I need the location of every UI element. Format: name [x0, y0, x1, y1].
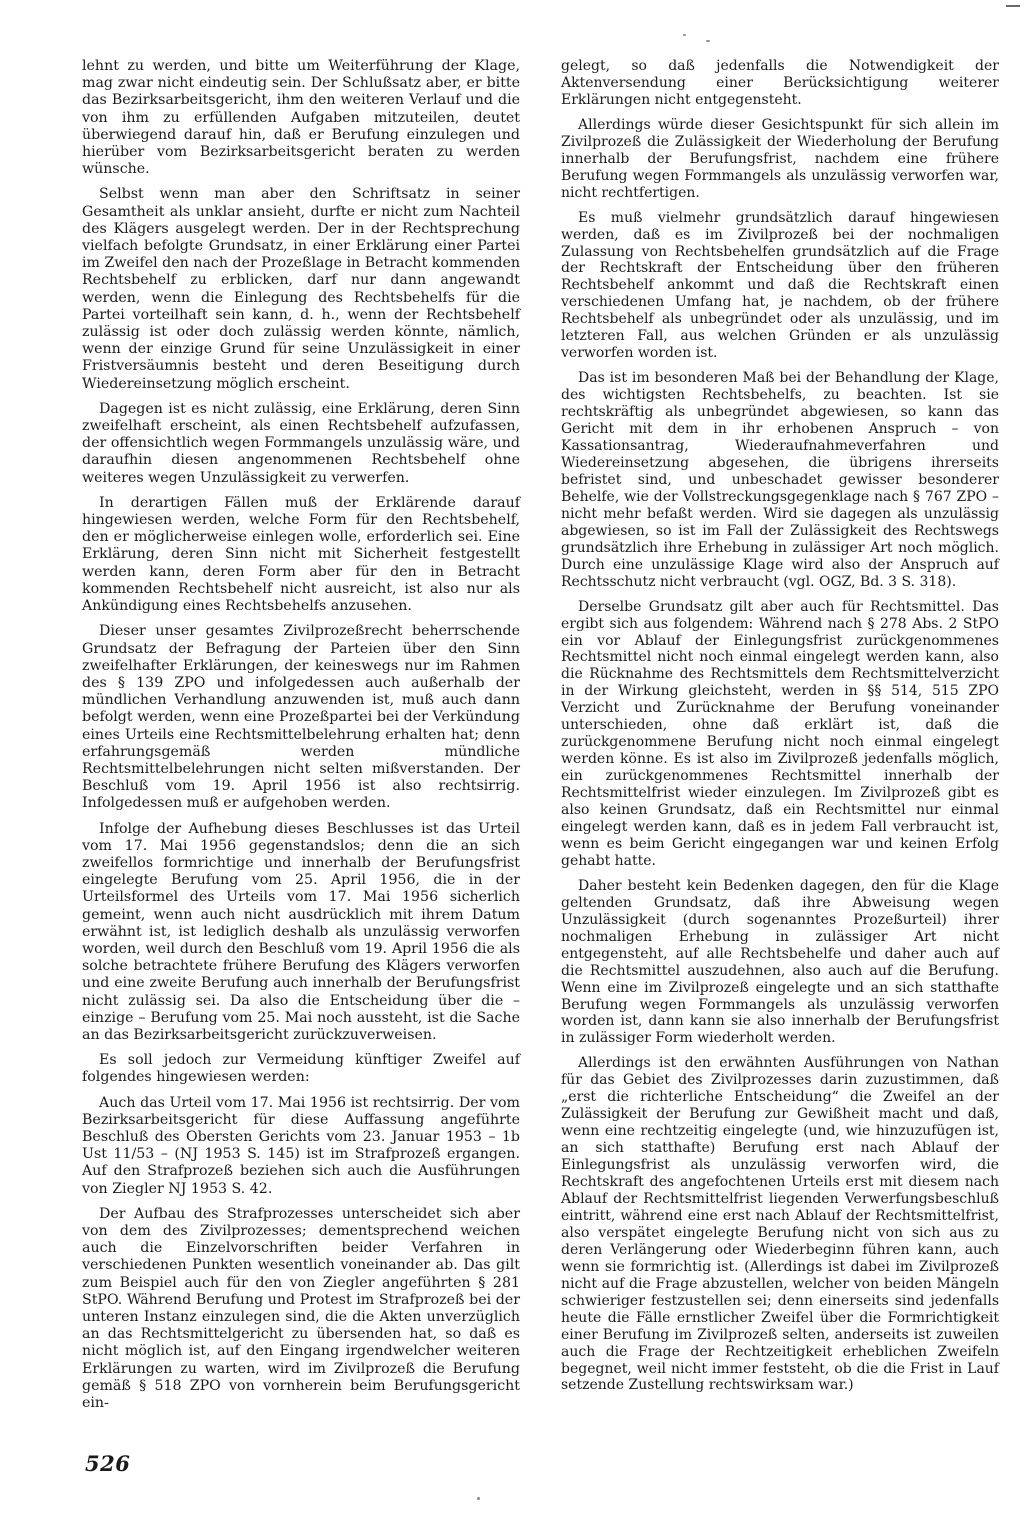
scan-mark — [1006, 5, 1020, 7]
paragraph: Dagegen ist es nicht zulässig, eine Erklärung, deren Sinn zweifelhaft erscheint, als einen Rechtsbehelf aufzufassen, der offensichtlich wegen Formmangels unzulässig wäre, und daraufhin diesen angenommenen Rechtsbehelf ohne weiteres wegen Unzulässigkeit zu verwerfen. — [82, 400, 520, 486]
paragraph: In derartigen Fällen muß der Erklärende darauf hingewiesen werden, welche Form für den Rechtsbehelf, den er möglicherweise einlegen wolle, erforderlich sei. Eine Erklärung, deren Sinn nicht mit Sicherheit festgestellt werden kann, deren Form aber für den in Betracht kommenden Rechtsbehelf nicht ausreicht, ist also nur als Ankündigung eines Rechtsbehelfs anzusehen. — [82, 494, 520, 615]
page-number: 526 — [85, 1451, 131, 1476]
paragraph: Es muß vielmehr grundsätzlich darauf hingewiesen werden, daß es im Zivilprozeß bei der nochmaligen Zulassung von Rechtsbehelfen grundsätzlich auf die Frage der Rechtskraft der Entscheidung über den früheren Rechtsbehelf ankommt und daß die Rechtskraft einen verschiedenen Umfang hat, je nachdem, ob der frühere Rechtsbehelf als unbegründet oder als unzulässig, und im letzteren Fall, aus welchen Gründen er als unzulässig verworfen worden ist. — [561, 209, 999, 362]
right-column — [561, 58, 999, 1402]
paragraph: lehnt zu werden, und bitte um Weiterführung der Klage, mag zwar nicht eindeutig sein. Der Schlußsatz aber, er bitte das Bezirksarbeitsgericht, ihm den weiteren Verlauf und die von ihm zu erfüllenden Aufgaben mitzuteilen, deutet überwiegend darauf hin, daß er Berufung einzulegen und hierüber vom Bezirksarbeitsgericht beraten zu werden wünsche. — [82, 58, 520, 178]
paragraph: Dieser unser gesamtes Zivilprozeßrecht beherrschende Grundsatz der Befragung der Parteien über den Sinn zweifelhafter Erklärungen, der keineswegs nur im Rahmen des § 139 ZPO und infolgedessen auch außerhalb der mündlichen Verhandlung anzuwenden ist, muß auch dann befolgt werden, wenn eine Prozeßpartei bei der Verkündung eines Urteils eine Rechtsmittelbelehrung erhalten hat; denn erfahrungsgemäß werden mündliche Rechtsmittelbelehrungen nicht selten mißverstanden. Der Beschluß vom 19. April 1956 ist also rechtsirrig. Infolgedessen muß er aufgehoben werden. — [82, 623, 520, 812]
scan-speck — [477, 1497, 480, 1500]
left-column — [82, 58, 520, 1420]
paragraph: Der Aufbau des Strafprozesses unterscheidet sich aber von dem des Zivilprozesses; dementsprechend weichen auch die Einzelvorschriften beider Verfahren in verschiedenen Punkten wesentlich voneinander ab. Das gilt zum Beispiel auch für den von Ziegler angeführten § 281 StPO. Während Berufung und Protest im Strafprozeß bei der unteren Instanz einzulegen sind, die die Akten unverzüglich an das Rechtsmittelgericht zu übersenden hat, so daß es nicht möglich ist, auf den Eingang irgendwelcher weiteren Erklärungen zu warten, wird im Zivilprozeß die Berufung gemäß § 518 ZPO von vornherein beim Berufungsgericht ein- — [82, 1205, 520, 1412]
paragraph: Infolge der Aufhebung dieses Beschlusses ist das Urteil vom 17. Mai 1956 gegenstandslos; denn die an sich zweifellos formrichtige und innerhalb der Berufungsfrist eingelegte Berufung vom 25. April 1956, die in der Urteilsformel des Urteils vom 17. Mai 1956 sicherlich gemeint, wenn auch nicht ausdrücklich mit ihrem Datum erwähnt ist, ist lediglich deshalb als unzulässig verworfen worden, weil durch den Beschluß vom 19. April 1956 die als solche betrachtete frühere Berufung des Klägers verworfen und eine zweite Berufung auch innerhalb der Berufungsfrist nicht zulässig sei. Da also die Entscheidung über die – einzige – Berufung vom 25. Mai noch aussteht, ist die Sache an das Bezirksarbeitsgericht zurückzuverweisen. — [82, 820, 520, 1043]
scan-speck — [683, 34, 686, 36]
paragraph: Allerdings ist den erwähnten Ausführungen von Nathan für das Gebiet des Zivilprozesses darin zuzustimmen, daß „erst die richterliche Entscheidung“ die Zweifel an der Zulässigkeit der Berufung zur Gewißheit macht und daß, wenn eine rechtzeitig eingelegte (und, wie hinzuzufügen ist, an sich statthafte) Berufung erst nach Ablauf der Einlegungsfrist als unzulässig verworfen wird, die Rechtskraft des angefochtenen Urteils erst mit diesem nach Ablauf der Rechtsmittelfrist liegenden Verwerfungsbeschluß eintritt, während eine erst nach Ablauf der Rechtsmittelfrist, also verspätet eingelegte Berufung nicht von sich aus zu deren Verlängerung oder Wiederbeginn führen kann, auch wenn sie formrichtig ist. (Allerdings ist dabei im Zivilprozeß nicht auf die Frage abzustellen, welcher von beiden Mängeln schwieriger festzustellen sei; denn einerseits sind jedenfalls heute die Fälle ernstlicher Zweifel über die Formrichtigkeit einer Berufung im Zivilprozeß selten, anderseits ist zuweilen auch die Frage der Rechtzeitigkeit erheblichen Zweifeln begegnet, weil nicht immer feststeht, ob die die Frist in Lauf setzende Zustellung rechtswirksam war.) — [561, 1055, 999, 1394]
paragraph: Auch das Urteil vom 17. Mai 1956 ist rechtsirrig. Der vom Bezirksarbeitsgericht für diese Auffassung angeführte Beschluß des Obersten Gerichts vom 23. Januar 1953 – 1b Ust 11/53 – (NJ 1953 S. 145) ist im Strafprozeß ergangen. Auf den Strafprozeß beziehen sich auch die Ausführungen von Ziegler NJ 1953 S. 42. — [82, 1094, 520, 1197]
paragraph: Es soll jedoch zur Vermeidung künftiger Zweifel auf folgendes hingewiesen werden: — [82, 1052, 520, 1086]
scan-speck — [706, 40, 710, 42]
paragraph: Selbst wenn man aber den Schriftsatz in seiner Gesamtheit als unklar ansieht, durfte er nicht zum Nachteil des Klägers ausgelegt werden. Der in der Rechtsprechung vielfach befolgte Grundsatz, in einer Erklärung einer Partei im Zweifel den nach der Prozeßlage in Betracht kommenden Rechtsbehelf zu erblicken, darf nur dann angewandt werden, wenn die Einlegung des Rechtsbehelfs für die Partei vorteilhaft sein kann, d. h., wenn der Rechtsbehelf zulässig ist oder doch zulässig werden könnte, nämlich, wenn der einzige Grund für seine Unzulässigkeit in einer Fristversäumnis besteht und deren Beseitigung durch Wiedereinsetzung möglich erscheint. — [82, 186, 520, 392]
paragraph: Daher besteht kein Bedenken dagegen, den für die Klage geltenden Grundsatz, daß ihre Abweisung wegen Unzulässigkeit (durch sogenanntes Prozeßurteil) ihrer nochmaligen Erhebung in zulässiger Art nicht entgegensteht, auf alle Rechtsbehelfe und daher auch auf die Rechtsmittel auszudehnen, also auch auf die Berufung. Wenn eine im Zivilprozeß eingelegte und an sich statthafte Berufung wegen Formmangels als unzulässig verworfen worden ist, dann kann sie also innerhalb der Berufungsfrist in zulässiger Form wiederholt werden. — [561, 877, 999, 1047]
paragraph: Derselbe Grundsatz gilt aber auch für Rechtsmittel. Das ergibt sich aus folgendem: Während nach § 278 Abs. 2 StPO ein vor Ablauf der Einlegungsfrist zurückgenommenes Rechtsmittel nicht noch einmal eingelegt werden kann, also die Rücknahme des Rechtsmittels dem Rechtsmittelverzicht in der Wirkung gleichsteht, werden in §§ 514, 515 ZPO Verzicht und Zurücknahme der Berufung voneinander unterschieden, ohne daß erklärt ist, daß die zurückgenommene Berufung nicht noch einmal eingelegt werden könne. Es ist also im Zivilprozeß jedenfalls möglich, ein zurückgenommenes Rechtsmittel innerhalb der Rechtsmittelfrist wieder einzulegen. Im Zivilprozeß gibt es also keinen Grundsatz, daß ein Rechtsmittel nur einmal eingelegt werden kann, daß es in jedem Fall verbraucht ist, wenn es beim Gericht eingegangen war und keinen Erfolg gehabt hatte. — [561, 598, 999, 869]
paragraph: gelegt, so daß jedenfalls die Notwendigkeit der Aktenversendung einer Berücksichtigung weiterer Erklärungen nicht entgegensteht. — [561, 58, 999, 108]
paragraph: Das ist im besonderen Maß bei der Behandlung der Klage, des wichtigsten Rechtsbehelfs, zu beachten. Ist sie rechtskräftig als unbegründet abgewiesen, so kann das Gericht mit dem in ihr erhobenen Anspruch – von Kassationsantrag, Wiederaufnahmeverfahren und Wiedereinsetzung abgesehen, die übrigens ihrerseits befristet sind, und unbeschadet gewisser besonderer Behelfe, wie der Vollstreckungsgegenklage nach § 767 ZPO – nicht mehr befaßt werden. Wird sie dagegen als unzulässig abgewiesen, so ist im Fall der Zulässigkeit des Rechtswegs grundsätzlich ihre Erhebung in zulässiger Art noch möglich. Durch eine unzulässige Klage wird also der Anspruch auf Rechtsschutz nicht verbraucht (vgl. OGZ, Bd. 3 S. 318). — [561, 370, 999, 590]
paragraph: Allerdings würde dieser Gesichtspunkt für sich allein im Zivilprozeß die Zulässigkeit der Wiederholung der Berufung innerhalb der Berufungsfrist, nachdem eine frühere Berufung wegen Formmangels als unzulässig verworfen war, nicht rechtfertigen. — [561, 116, 999, 201]
